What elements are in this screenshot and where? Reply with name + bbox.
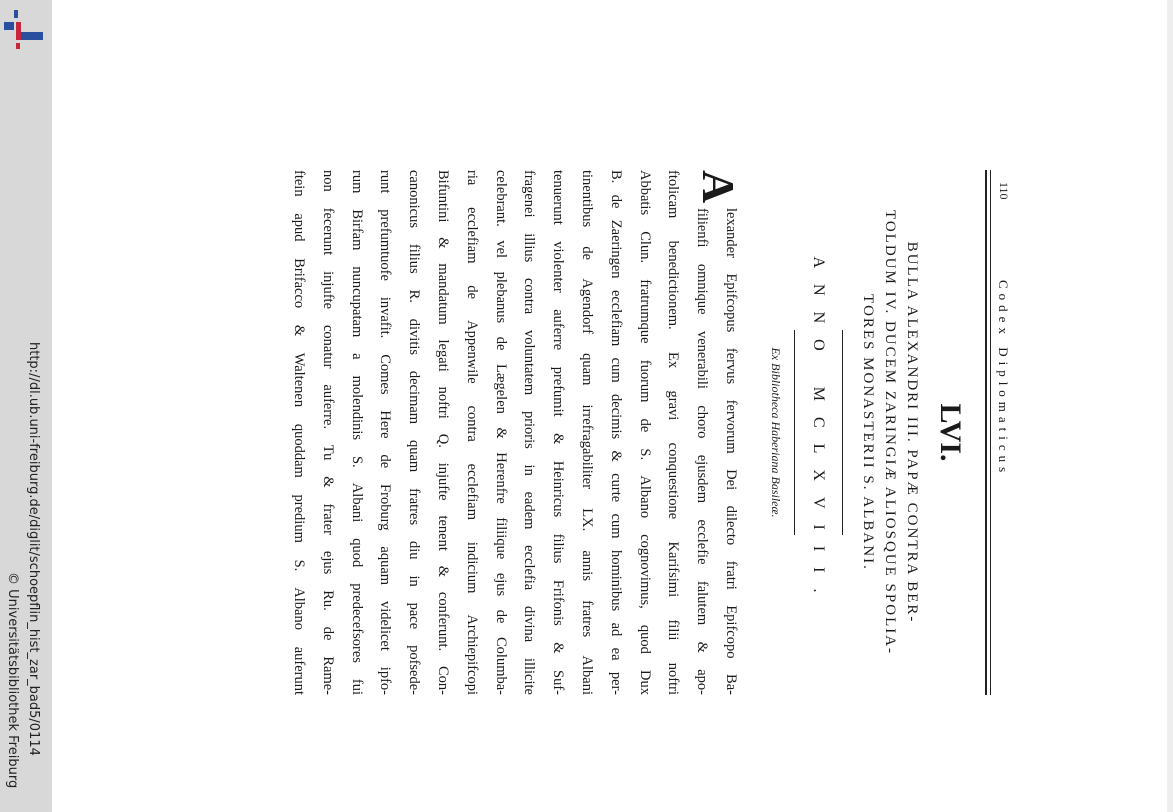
body-line: canonicus filius R. divitis decimam quam fratres diu in pace pofsede- [406, 170, 423, 695]
body-line: Bifuntini & mandatum legati noftri Q. injufte tenent & conferunt. Con- [435, 170, 452, 695]
body-line: non fecerunt injufte conatur auferre. Tu & frater ejus Ru. de Rame- [319, 170, 336, 695]
body-line: filienfi omnique venerabili choro ejusdem ecclefie falutem & apo- [694, 208, 711, 695]
document-body [284, 170, 745, 695]
body-line: tenuerunt violenter auferre prefumit & Heinricus filius Frifonis & Suf- [550, 170, 567, 695]
page-number: 110 [997, 182, 1011, 200]
title-line: TOLDUM IV. DUCEM ZARINGIÆ ALIOSQUE SPOLIA- [882, 209, 898, 656]
title-line: BULLA ALEXANDRI III. PAPÆ CONTRA BER- [904, 241, 920, 624]
title-line: TORES MONASTERII S. ALBANI. [860, 294, 876, 571]
scanned-page [265, 170, 1015, 710]
drop-cap: A [693, 170, 744, 204]
body-line: fragenei illius contra voluntatem prioris in eadem ecclefia divina illicite [521, 170, 538, 695]
body-line: lexander Epifcopus fervus fervorum Dei dilecto fratri Epifcopo Ba- [723, 208, 739, 695]
library-logo-icon[interactable] [2, 10, 44, 52]
year-rule [794, 330, 795, 535]
copyright-notice: © Universitätsbibliothek Freiburg [5, 572, 20, 789]
header-rule-thick [985, 170, 987, 695]
title-rule [842, 330, 843, 535]
document-year: ANNO MCLXVIII. [810, 256, 827, 609]
document-number: LVI. [934, 403, 967, 462]
body-line: ria ecclefiam de Appenwile contra ecclefiam indicium Archiepifcopi [463, 170, 480, 695]
document-source: Ex Bibliotheca Haberiana Basileæ. [769, 347, 783, 518]
body-line: Abbatis Clun. fratrumque fuorum de S. Albano cognovimus, quod Dux [636, 170, 653, 695]
header-rule [990, 170, 991, 695]
body-line: runt prefumtuofe invafit. Comes Here de Froburg aquam videlicet ipfo- [377, 170, 394, 695]
body-line: B. de Zaeringen ecclefiam cum decimis & curte cum hominibus ad ea per- [607, 170, 624, 695]
page-url[interactable]: http://dl.ub.uni-freiburg.de/diglit/schoepflin_hist_zar_bad5/0114 [26, 342, 41, 756]
viewer-sidebar [0, 0, 52, 812]
body-line: celebrant. vel plebanus de Lægelen & Herenfre filiique ejus de Columba- [492, 170, 509, 695]
body-line: ftolicam benedictionem. Ex gravi conquestione Karifsimi filii noftri [665, 170, 682, 695]
body-line: rum Birfam nuncupatam a molendinis S. Albani quod predecefsores fui [348, 170, 365, 695]
scan-edge [1167, 0, 1173, 812]
running-head: Codex Diplomaticus [996, 280, 1011, 478]
document-title [857, 170, 923, 695]
body-line: ftein apud Brifacco & Waltenen quoddam predium S. Albano auferunt [291, 170, 308, 695]
body-line: tinentibus de Agendorf quam irrefragabiliter LX. annis fratres Albani [579, 170, 596, 695]
